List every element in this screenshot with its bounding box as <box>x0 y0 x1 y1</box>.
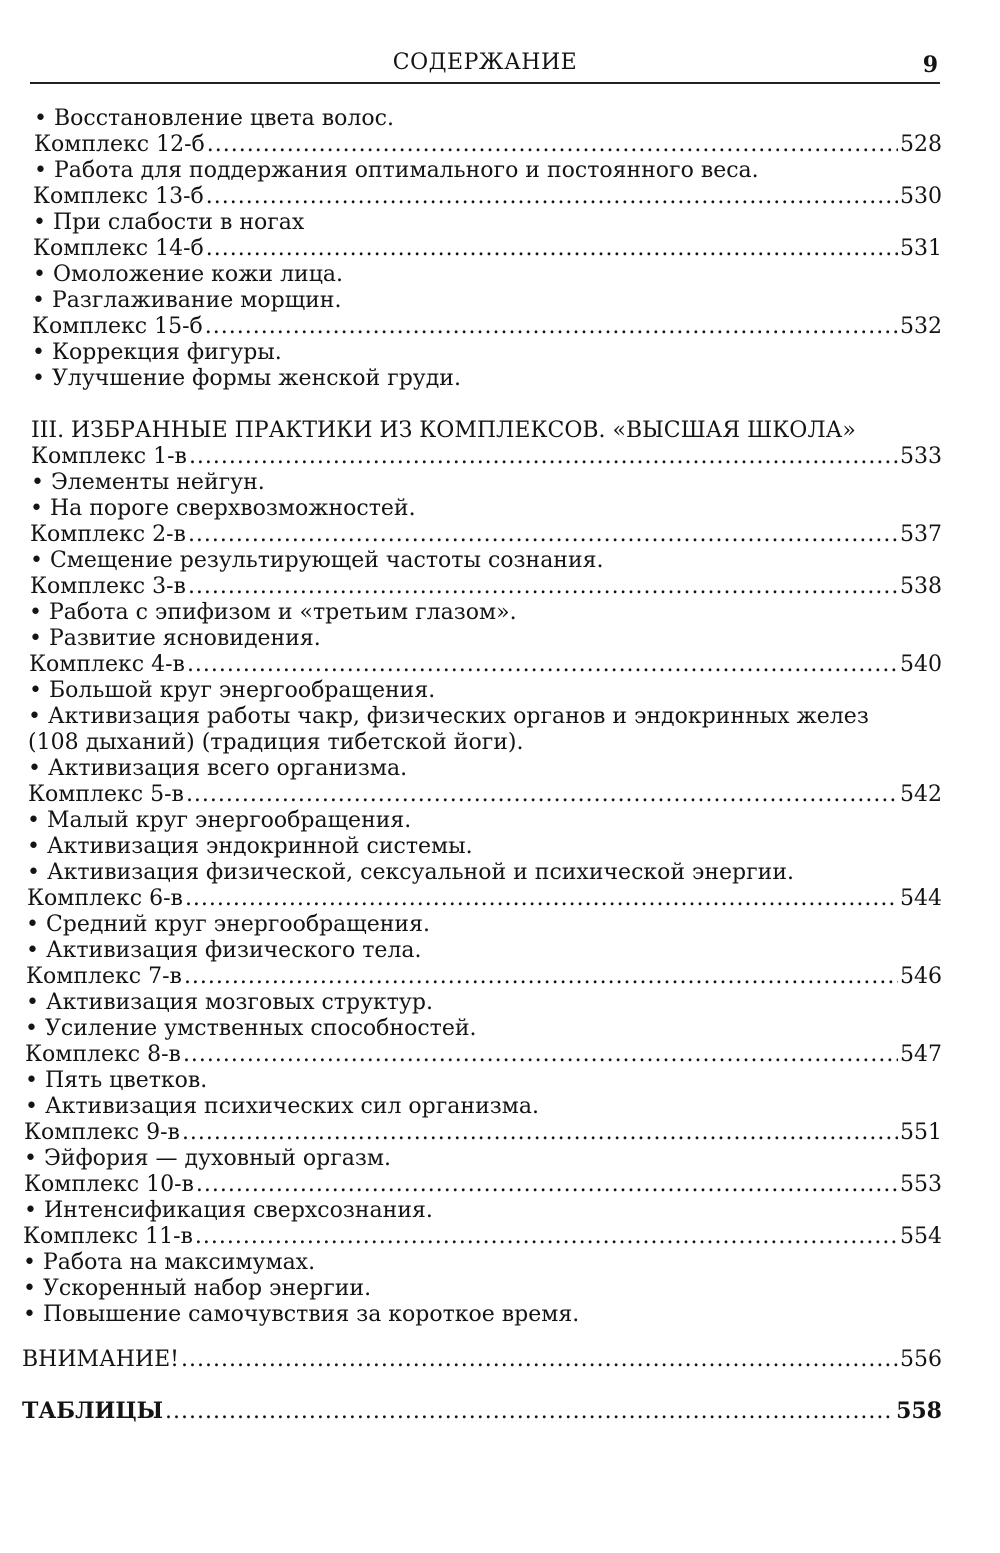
toc-entry-page: 531 <box>900 236 942 261</box>
toc-entry <box>26 964 942 990</box>
toc-bullet: • Работа с эпифизом и «третьим глазом». <box>29 600 517 625</box>
toc-entry-label: ВНИМАНИЕ! <box>22 1347 179 1372</box>
dot-leader <box>185 886 898 912</box>
toc-entry-page: 532 <box>900 314 942 339</box>
toc-entry-label: Комплекс 6-в <box>27 886 183 911</box>
toc-bullet: • Активизация психических сил организма. <box>25 1094 539 1119</box>
toc-bullet: • При слабости в ногах <box>33 210 305 235</box>
toc-entry <box>29 652 942 678</box>
toc-entry <box>34 132 942 158</box>
dot-leader <box>184 964 898 990</box>
dot-leader <box>188 522 898 548</box>
toc-entry-label: Комплекс 4-в <box>29 652 185 677</box>
toc-bullet: • Разглаживание морщин. <box>32 288 342 313</box>
toc-entry-label: Комплекс 15-б <box>32 314 203 339</box>
toc-entry-label: Комплекс 3-в <box>30 574 186 599</box>
toc-entry-page: 528 <box>900 132 942 157</box>
toc-bullet: • Активизация эндокринной системы. <box>27 834 473 859</box>
toc-entry <box>25 1042 942 1068</box>
toc-entry <box>33 184 942 210</box>
toc-entry-page: 547 <box>900 1042 942 1067</box>
toc-bullet: • Пять цветков. <box>25 1068 208 1093</box>
toc-entry-page: 530 <box>900 184 942 209</box>
toc-entry-page: 537 <box>900 522 942 547</box>
dot-leader <box>189 444 898 470</box>
toc-bullet: • Повышение самочувствия за короткое время. <box>23 1302 580 1327</box>
toc-bullet: • Интенсификация сверхсознания. <box>24 1198 433 1223</box>
toc-entry-page: 556 <box>900 1347 942 1372</box>
toc-entry-page: 558 <box>896 1398 942 1424</box>
toc-entry-page: 542 <box>900 782 942 807</box>
toc-entry-page: 551 <box>900 1120 942 1145</box>
toc-bullet: • Омоложение кожи лица. <box>33 262 343 287</box>
toc-bullet: • Смещение результирующей частоты сознания. <box>30 548 604 573</box>
toc-entry-page: 540 <box>900 652 942 677</box>
toc-entry-label: Комплекс 13-б <box>33 184 204 209</box>
dot-leader <box>186 782 898 808</box>
toc-entry <box>23 1224 942 1250</box>
toc-entry <box>24 1120 942 1146</box>
dot-leader <box>195 1224 898 1250</box>
toc-entry-label: Комплекс 5-в <box>28 782 184 807</box>
dot-leader <box>196 1172 898 1198</box>
toc-bullet: • Ускоренный набор энергии. <box>23 1276 372 1301</box>
toc-bullet: • Работа на максимумах. <box>23 1250 316 1275</box>
toc-bullet: • Малый круг энергообращения. <box>27 808 412 833</box>
toc-entry-page: 544 <box>900 886 942 911</box>
dot-leader <box>207 132 898 158</box>
toc-entry-label: Комплекс 14-б <box>33 236 204 261</box>
dot-leader <box>188 574 898 600</box>
dot-leader <box>165 1399 894 1425</box>
toc-entry-label: ТАБЛИЦЫ <box>22 1398 164 1424</box>
toc-entry <box>30 522 942 548</box>
toc-entry-label: Комплекс 12-б <box>34 132 205 157</box>
toc-bullet: • Эйфория — духовный оргазм. <box>24 1146 391 1171</box>
dot-leader <box>206 236 898 262</box>
toc-entry <box>22 1398 942 1424</box>
toc-bullet: • Активизация физической, сексуальной и психической энергии. <box>27 860 794 885</box>
toc-entry-page: 553 <box>900 1172 942 1197</box>
toc-bullet: • Восстановление цвета волос. <box>34 106 394 131</box>
dot-leader <box>205 314 898 340</box>
toc-bullet: • Усиление умственных способностей. <box>25 1016 477 1041</box>
toc-bullet: • Активизация мозговых структур. <box>26 990 433 1015</box>
page-number: 9 <box>922 52 938 78</box>
toc-bullet: • Улучшение формы женской груди. <box>32 366 461 391</box>
toc-entry-label: Комплекс 2-в <box>30 522 186 547</box>
toc-bullet: (108 дыханий) (традиция тибетской йоги). <box>28 730 524 755</box>
toc-entry <box>31 444 942 470</box>
toc-bullet: • Активизация работы чакр, физических органов и эндокринных желез <box>28 704 869 729</box>
toc-bullet: • Развитие ясновидения. <box>29 626 321 651</box>
dot-leader <box>182 1120 898 1146</box>
toc-bullet: • Коррекция фигуры. <box>32 340 282 365</box>
toc-entry-label: Комплекс 9-в <box>24 1120 180 1145</box>
toc-entry <box>32 314 942 340</box>
toc-entry-page: 546 <box>900 964 942 989</box>
dot-leader <box>181 1347 898 1373</box>
toc-entry-page: 554 <box>900 1224 942 1249</box>
toc-entry <box>22 1347 942 1373</box>
page-title: СОДЕРЖАНИЕ <box>392 50 578 75</box>
toc-bullet: • Работа для поддержания оптимального и постоянного веса. <box>34 158 759 183</box>
toc-entry <box>28 782 942 808</box>
dot-leader <box>187 652 898 678</box>
section-heading: III. ИЗБРАННЫЕ ПРАКТИКИ ИЗ КОМПЛЕКСОВ. «ВЫСШАЯ ШКОЛА» <box>31 418 856 443</box>
toc-bullet: • Большой круг энергообращения. <box>29 678 436 703</box>
toc-entry-label: Комплекс 8-в <box>25 1042 181 1067</box>
toc-entry-label: Комплекс 11-в <box>23 1224 193 1249</box>
toc-entry <box>30 574 942 600</box>
toc-bullet: • На пороге сверхвозможностей. <box>30 496 416 521</box>
toc-entry-page: 533 <box>900 444 942 469</box>
toc-entry <box>27 886 942 912</box>
toc-bullet: • Элементы нейгун. <box>31 470 265 495</box>
toc-entry-label: Комплекс 1-в <box>31 444 187 469</box>
toc-entry-label: Комплекс 10-в <box>24 1172 194 1197</box>
toc-entry <box>33 236 942 262</box>
toc-bullet: • Средний круг энергообращения. <box>26 912 430 937</box>
toc-bullet: • Активизация всего организма. <box>28 756 408 781</box>
toc-bullet: • Активизация физического тела. <box>26 938 422 963</box>
toc-entry-page: 538 <box>900 574 942 599</box>
dot-leader <box>183 1042 898 1068</box>
toc-entry-label: Комплекс 7-в <box>26 964 182 989</box>
toc-entry <box>24 1172 942 1198</box>
dot-leader <box>206 184 898 210</box>
